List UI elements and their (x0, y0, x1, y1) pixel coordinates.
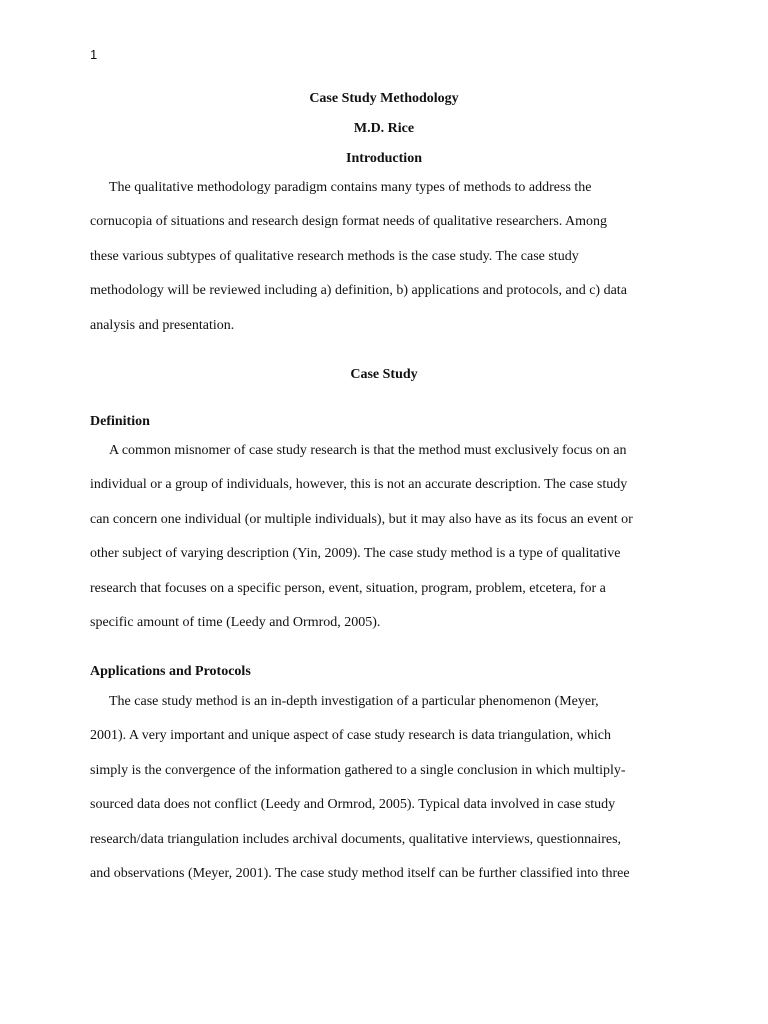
paragraph-line: analysis and presentation. (90, 317, 235, 333)
introduction-heading: Introduction (346, 151, 422, 166)
paragraph-line: simply is the convergence of the information gathered to a single conclusion in which multiply- (90, 762, 626, 778)
paragraph-line: The case study method is an in-depth investigation of a particular phenomenon (Meyer, (109, 694, 599, 709)
paragraph-line: The qualitative methodology paradigm contains many types of methods to address the (109, 180, 592, 195)
document-title: Case Study Methodology (309, 91, 459, 106)
definition-paragraph (90, 434, 690, 640)
applications-paragraph (90, 685, 690, 891)
paragraph-line: other subject of varying description (Yin, 2009). The case study method is a type of qualitative (90, 546, 621, 562)
paragraph-line: research that focuses on a specific person, event, situation, program, problem, etcetera, for a (90, 580, 606, 596)
paragraph-line: these various subtypes of qualitative research methods is the case study. The case study (90, 248, 579, 264)
case-study-heading: Case Study (350, 367, 418, 382)
paragraph-line: methodology will be reviewed including a) definition, b) applications and protocols, and c) data (90, 283, 627, 299)
page-number: 1 (90, 47, 98, 62)
paragraph-line: 2001). A very important and unique aspect of case study research is data triangulation, which (90, 728, 611, 744)
paragraph-line: can concern one individual (or multiple individuals), but it may also have as its focus an event or (90, 511, 633, 527)
paragraph-line: individual or a group of individuals, however, this is not an accurate description. The case study (90, 477, 628, 493)
paragraph-line: specific amount of time (Leedy and Ormrod, 2005). (90, 615, 381, 631)
introduction-paragraph (90, 171, 690, 343)
paragraph-line: sourced data does not conflict (Leedy and Ormrod, 2005). Typical data involved in case study (90, 797, 616, 813)
definition-heading: Definition (90, 414, 150, 429)
applications-heading: Applications and Protocols (90, 664, 251, 679)
paragraph-line: A common misnomer of case study research is that the method must exclusively focus on an (109, 443, 627, 458)
author-name: M.D. Rice (353, 121, 415, 136)
paragraph-line: and observations (Meyer, 2001). The case study method itself can be further classified into three (90, 866, 630, 882)
paragraph-line: cornucopia of situations and research design format needs of qualitative researchers. Among (90, 214, 608, 230)
paragraph-line: research/data triangulation includes archival documents, qualitative interviews, questionnaires, (90, 831, 622, 847)
